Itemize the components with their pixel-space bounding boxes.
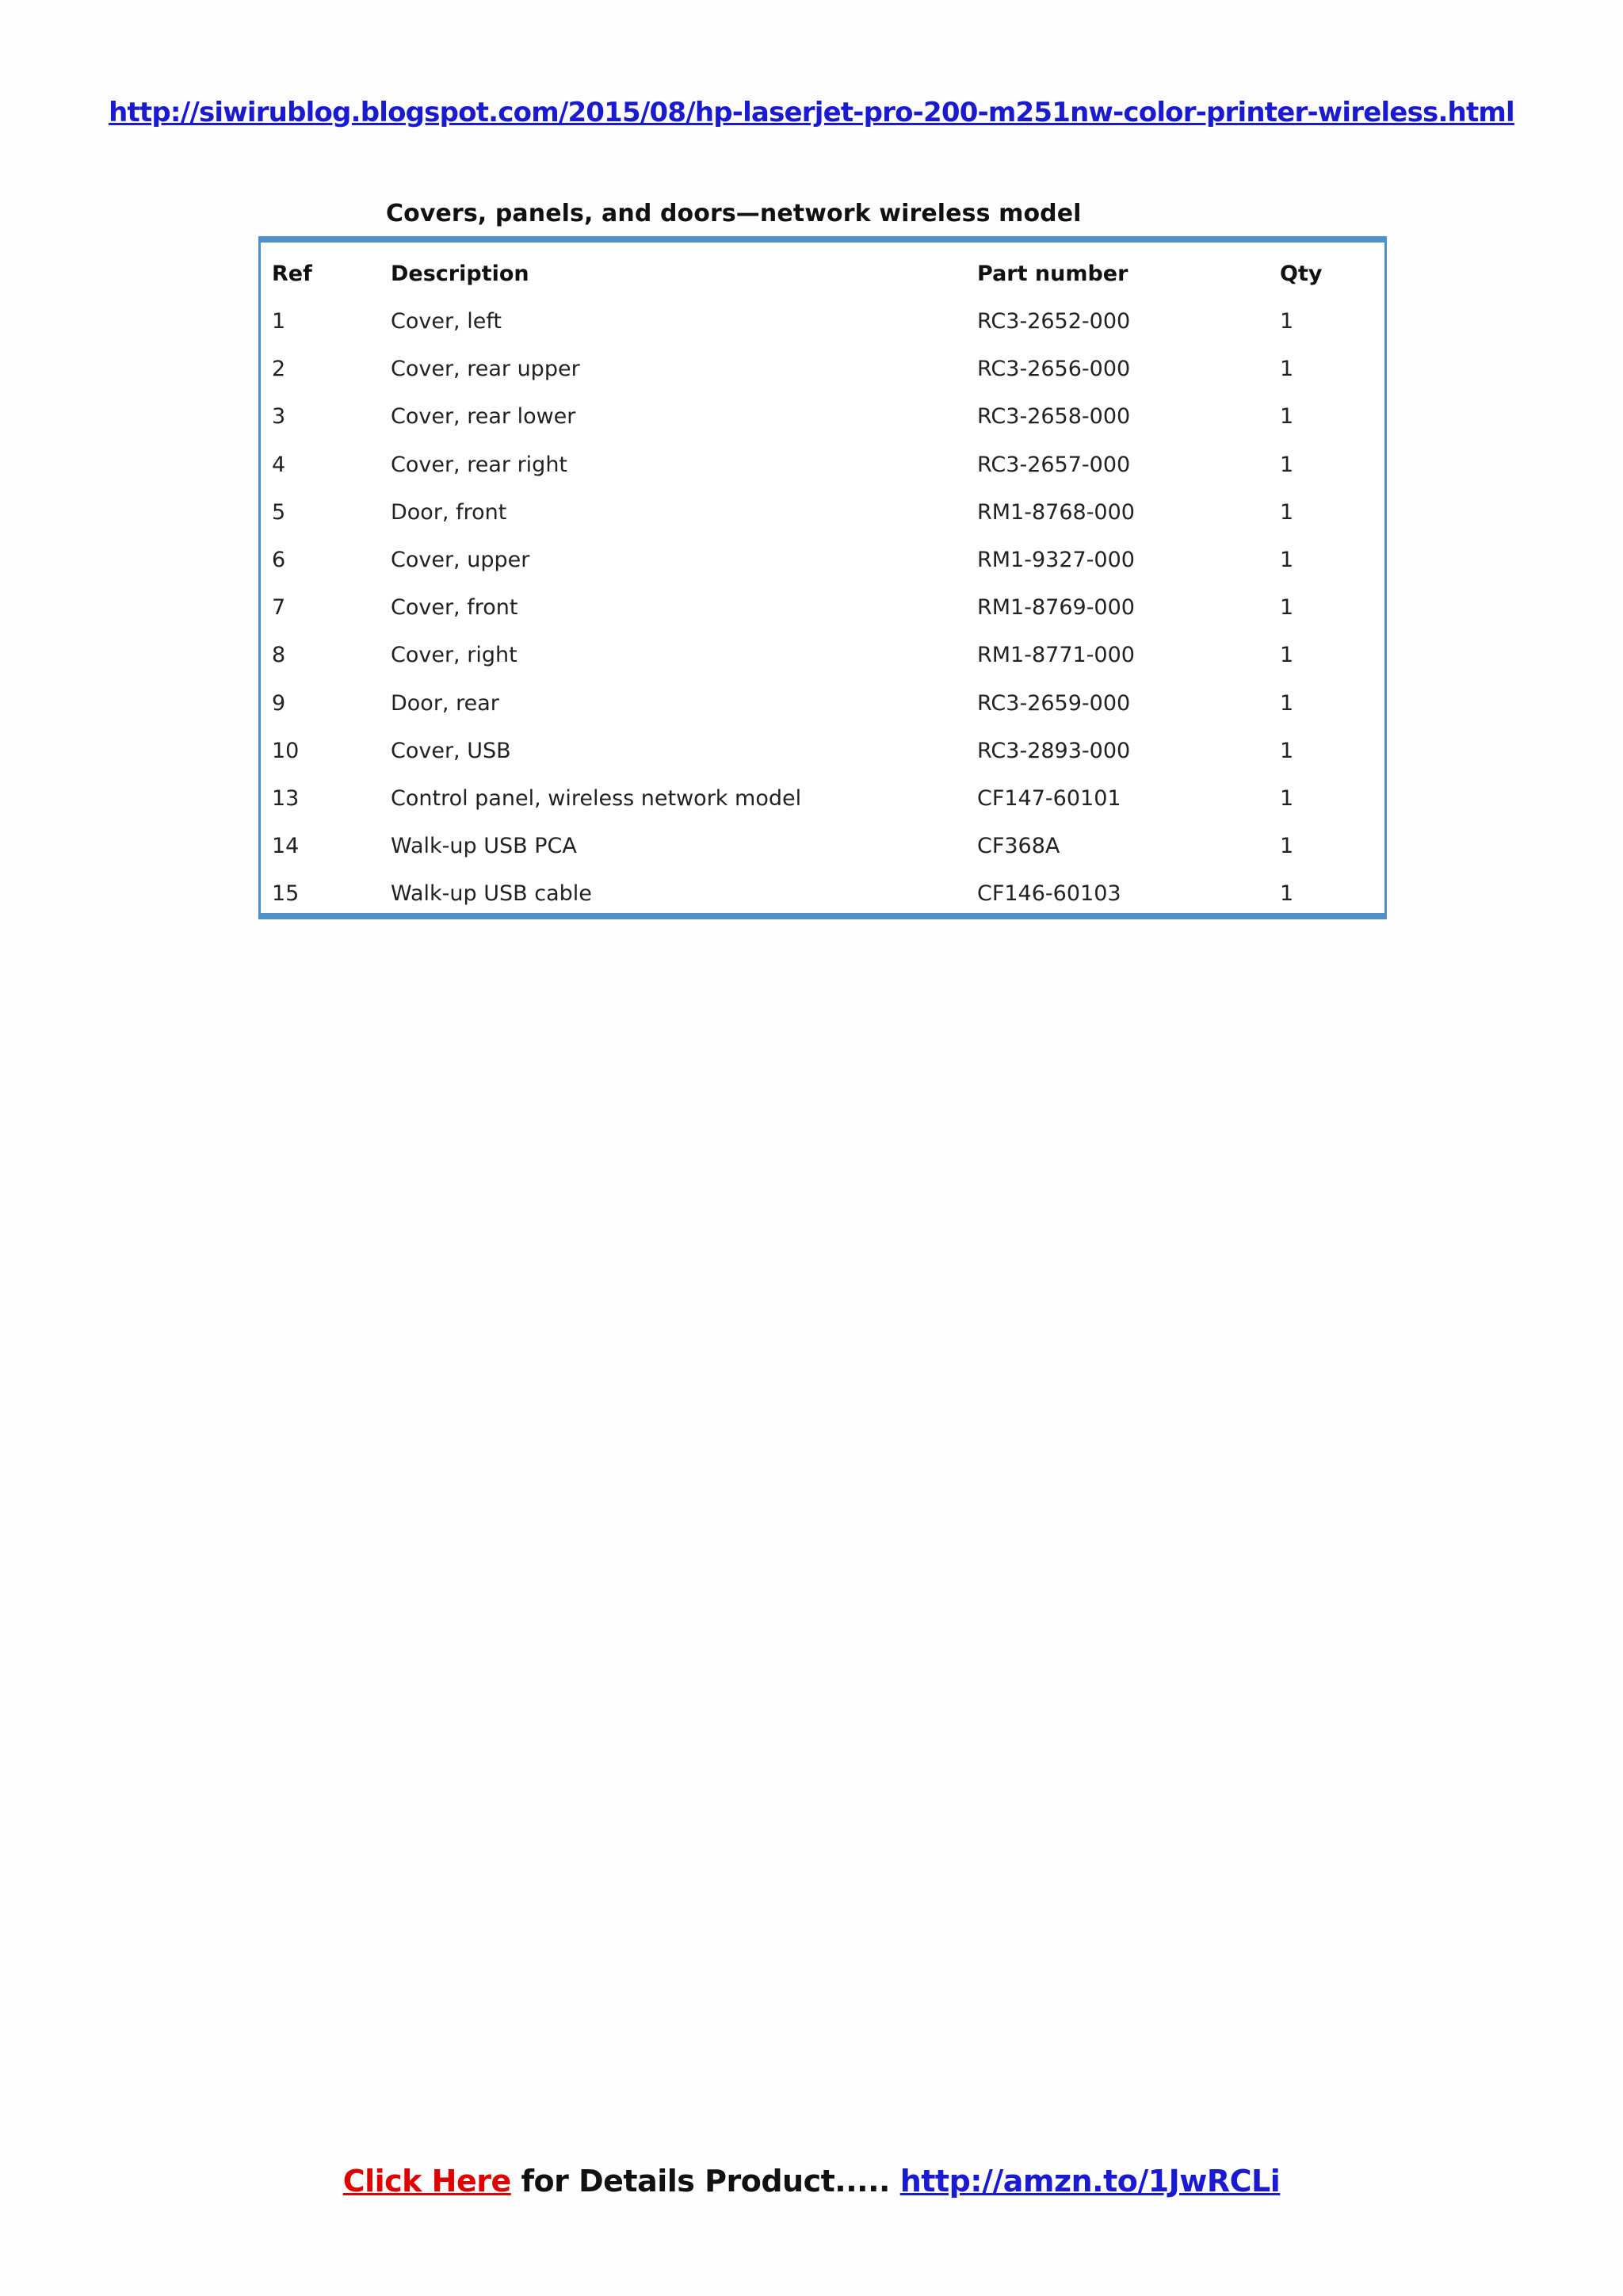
header-description: Description (391, 262, 529, 286)
table-row (261, 729, 1384, 777)
cell-ref: 6 (272, 548, 286, 572)
cell-part-number: CF147-60101 (977, 786, 1121, 811)
cell-ref: 3 (272, 404, 286, 430)
cell-part-number: CF146-60103 (977, 881, 1121, 907)
table-row (261, 872, 1384, 919)
cell-ref: 1 (272, 309, 286, 334)
table-row (261, 538, 1384, 586)
cell-ref: 5 (272, 499, 286, 525)
cell-qty: 1 (1280, 452, 1294, 477)
amazon-link[interactable]: http://amzn.to/1JwRCLi (899, 2164, 1281, 2199)
cell-description: Cover, rear upper (391, 357, 580, 382)
cell-ref: 9 (272, 690, 286, 716)
cell-part-number: RM1-8769-000 (977, 595, 1135, 621)
cell-description: Walk-up USB PCA (391, 834, 577, 859)
table-row (261, 824, 1384, 872)
header-part-number: Part number (977, 262, 1128, 286)
cell-qty: 1 (1280, 595, 1294, 621)
table-title: Covers, panels, and doors—network wireless model (386, 200, 1082, 227)
cell-qty: 1 (1280, 404, 1294, 430)
cell-ref: 7 (272, 595, 286, 621)
cell-part-number: RC3-2652-000 (977, 309, 1131, 334)
cell-description: Control panel, wireless network model (391, 786, 802, 811)
cell-description: Cover, upper (391, 548, 530, 572)
footer (0, 2164, 1623, 2199)
cell-part-number: RC3-2658-000 (977, 404, 1131, 430)
click-here-link[interactable]: Click Here (342, 2164, 511, 2199)
cell-ref: 4 (272, 452, 286, 477)
cell-qty: 1 (1280, 548, 1294, 572)
cell-description: Walk-up USB cable (391, 881, 592, 907)
cell-description: Cover, USB (391, 738, 511, 763)
header-qty: Qty (1280, 262, 1323, 286)
source-url-link[interactable]: http://siwirublog.blogspot.com/2015/08/hp-laserjet-pro-200-m251nw-color-printer-wireless.html (109, 97, 1514, 128)
table-row (261, 491, 1384, 538)
cell-part-number: RC3-2659-000 (977, 690, 1131, 716)
table-row (261, 633, 1384, 681)
cell-part-number: RM1-9327-000 (977, 548, 1135, 572)
table-row (261, 395, 1384, 442)
cell-ref: 2 (272, 357, 286, 382)
parts-table (258, 236, 1387, 919)
cell-qty: 1 (1280, 834, 1294, 859)
cell-description: Cover, rear lower (391, 404, 576, 430)
cell-description: Door, rear (391, 690, 499, 716)
cell-part-number: RC3-2657-000 (977, 452, 1131, 477)
table-row (261, 347, 1384, 395)
cell-qty: 1 (1280, 738, 1294, 763)
cell-ref: 15 (272, 881, 300, 907)
cell-part-number: RM1-8768-000 (977, 499, 1135, 525)
table-header-row (261, 252, 1384, 300)
cell-description: Door, front (391, 499, 507, 525)
table-row (261, 777, 1384, 824)
header-ref: Ref (272, 262, 312, 286)
cell-ref: 13 (272, 786, 300, 811)
cell-description: Cover, right (391, 643, 517, 668)
cell-qty: 1 (1280, 499, 1294, 525)
cell-qty: 1 (1280, 881, 1294, 907)
cell-qty: 1 (1280, 309, 1294, 334)
table-row (261, 586, 1384, 633)
cell-description: Cover, rear right (391, 452, 568, 477)
table-row (261, 300, 1384, 347)
cell-qty: 1 (1280, 690, 1294, 716)
cell-qty: 1 (1280, 643, 1294, 668)
table-row (261, 443, 1384, 491)
cell-description: Cover, front (391, 595, 518, 621)
cell-description: Cover, left (391, 309, 502, 334)
table-row (261, 682, 1384, 729)
cell-ref: 14 (272, 834, 300, 859)
cell-part-number: RM1-8771-000 (977, 643, 1135, 668)
cell-part-number: RC3-2893-000 (977, 738, 1131, 763)
cell-ref: 10 (272, 738, 300, 763)
cell-part-number: CF368A (977, 834, 1060, 859)
cell-ref: 8 (272, 643, 286, 668)
cell-qty: 1 (1280, 786, 1294, 811)
cell-qty: 1 (1280, 357, 1294, 382)
cell-part-number: RC3-2656-000 (977, 357, 1131, 382)
footer-text: for Details Product..... (510, 2164, 900, 2199)
